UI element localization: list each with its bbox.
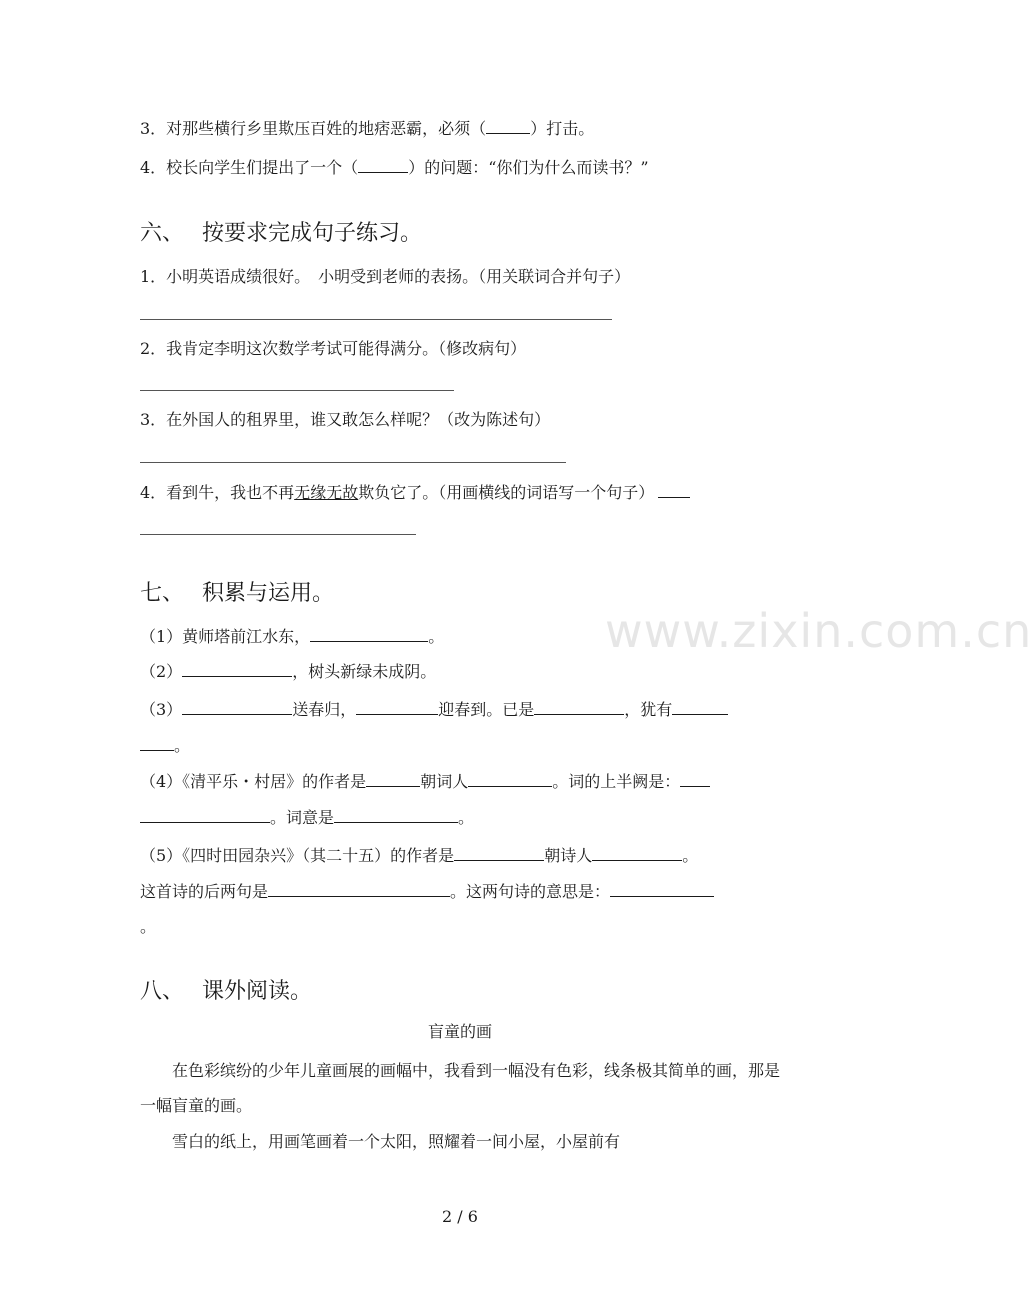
question-4-text-end: ）的问题：“你们为什么而读书？” — [408, 158, 649, 177]
fill-4 — [140, 769, 710, 794]
answer-line[interactable] — [140, 319, 612, 320]
answer-line[interactable] — [140, 390, 454, 391]
exercise-4-text: 4．看到牛，我也不再 — [140, 483, 295, 502]
blank[interactable] — [358, 155, 408, 173]
fill-3-continued — [140, 733, 190, 758]
fill-3-text-end: 。 — [174, 736, 191, 755]
fill-1-text-end: 。 — [428, 627, 445, 646]
fill-2-text: （2） — [140, 662, 183, 681]
question-3 — [140, 116, 594, 141]
fill-3-text-c: 迎春到。已是 — [438, 700, 535, 719]
fill-3-text: （3） — [140, 700, 183, 719]
blank[interactable] — [140, 733, 174, 751]
exercise-3: 3．在外国人的租界里，谁又敢怎么样呢？（改为陈述句） — [140, 410, 551, 429]
underlined-phrase: 无缘无故 — [294, 483, 359, 502]
fill-5-end: 。 — [140, 917, 157, 936]
fill-2-text-end: ，树头新绿未成阴。 — [292, 662, 437, 681]
blank[interactable] — [672, 697, 728, 715]
blank[interactable] — [182, 697, 292, 715]
fill-5-continued — [140, 879, 714, 904]
blank[interactable] — [182, 659, 292, 677]
question-3-text: 3．对那些横行乡里欺压百姓的地痞恶霸，必须（ — [140, 119, 487, 138]
section-number: 七、 — [140, 581, 185, 606]
watermark: www.zixin.com.cn — [605, 604, 1032, 658]
question-3-text-end: ）打击。 — [530, 119, 595, 138]
story-paragraph-2: 雪白的纸上，用画笔画着一个太阳，照耀着一间小屋，小屋前有 — [172, 1132, 621, 1151]
fill-4-text-b: 朝词人 — [420, 772, 469, 791]
blank[interactable] — [658, 480, 690, 498]
story-paragraph-1: 在色彩缤纷的少年儿童画展的画幅中，我看到一幅没有色彩，线条极其简单的画，那是一幅盲童的画。 — [140, 1061, 781, 1115]
fill-1-text: （1）黄师塔前江水东， — [140, 627, 311, 646]
fill-3 — [140, 697, 728, 722]
answer-line[interactable] — [140, 462, 566, 463]
section-6-heading — [140, 219, 422, 249]
blank[interactable] — [610, 879, 714, 897]
blank[interactable] — [356, 697, 438, 715]
section-8-heading — [140, 977, 312, 1007]
blank[interactable] — [468, 769, 552, 787]
section-title: 课外阅读。 — [202, 979, 313, 1004]
blank[interactable] — [486, 116, 530, 134]
blank[interactable] — [454, 843, 544, 861]
exercise-4-text-end: 欺负它了。（用画横线的词语写一个句子） — [358, 483, 655, 502]
exercise-2: 2．我肯定李明这次数学考试可能得满分。（修改病句） — [140, 339, 527, 358]
section-title: 积累与运用。 — [202, 581, 335, 606]
exercise-1: 1．小明英语成绩很好。 小明受到老师的表扬。（用关联词合并句子） — [140, 267, 631, 286]
blank[interactable] — [268, 879, 450, 897]
fill-4-text: （4）《清平乐・村居》的作者是 — [140, 772, 367, 791]
blank[interactable] — [140, 805, 270, 823]
blank[interactable] — [592, 843, 682, 861]
fill-4-text-end: 。 — [458, 808, 475, 827]
fill-4-text-d: 。词意是 — [270, 808, 335, 827]
fill-5-text-d: 这首诗的后两句是 — [140, 882, 269, 901]
section-title: 按要求完成句子练习。 — [202, 221, 423, 246]
fill-5-text-c: 。 — [682, 846, 699, 865]
fill-2 — [140, 659, 436, 684]
section-number: 八、 — [140, 979, 185, 1004]
fill-3-text-d: ，犹有 — [624, 700, 673, 719]
fill-5 — [140, 843, 698, 868]
section-number: 六、 — [140, 221, 185, 246]
question-4 — [140, 155, 649, 180]
blank[interactable] — [680, 769, 710, 787]
fill-1 — [140, 624, 444, 649]
exercise-4 — [140, 480, 690, 505]
fill-5-text-b: 朝诗人 — [544, 846, 593, 865]
fill-3-text-b: 送春归， — [292, 700, 357, 719]
page-number: 2 / 6 — [442, 1207, 478, 1226]
fill-4-continued — [140, 805, 474, 830]
section-7-heading — [140, 579, 334, 609]
blank[interactable] — [534, 697, 624, 715]
fill-5-text: （5）《四时田园杂兴》（其二十五）的作者是 — [140, 846, 455, 865]
blank[interactable] — [310, 624, 428, 642]
blank[interactable] — [334, 805, 458, 823]
blank[interactable] — [366, 769, 420, 787]
fill-5-text-e: 。这两句诗的意思是： — [450, 882, 611, 901]
answer-line[interactable] — [140, 534, 416, 535]
story-title: 盲童的画 — [427, 1022, 492, 1041]
question-4-text: 4．校长向学生们提出了一个（ — [140, 158, 359, 177]
fill-4-text-c: 。词的上半阙是： — [552, 772, 681, 791]
